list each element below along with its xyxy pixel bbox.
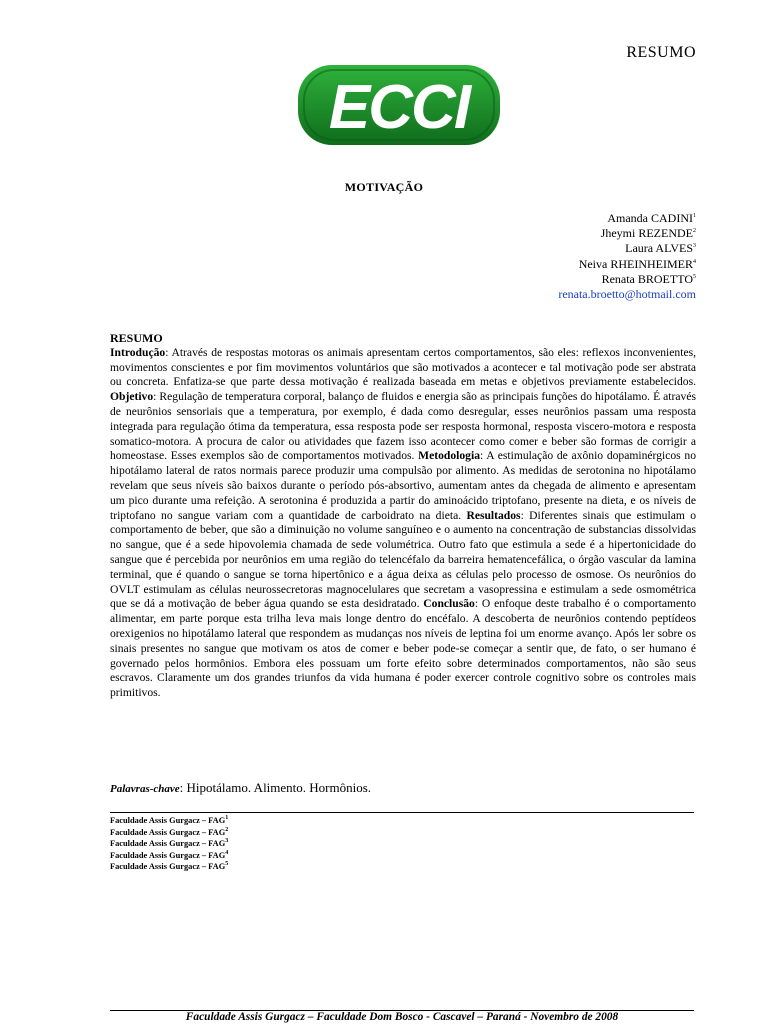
page-footer: Faculdade Assis Gurgacz – Faculdade Dom Bosco - Cascavel – Paraná - Novembro de 2008 — [185, 1011, 619, 1023]
author-line: Renata BROETTO$^5$ — [601, 271, 696, 286]
objective-label: Objetivo — [110, 390, 154, 404]
affiliation-note: Faculdade Assis Gurgacz – FAG$^5$ — [110, 861, 229, 872]
abstract-body: Introdução: Através de respostas motoras os animais apresentam certos comportamentos, são eles: reflexos inconvenientes, movimentos conscientes e por fim movimentos voluntários que são motivados a acontecer e tal motivação pode ser abstrata ou concreta. Enfatiza-se que parte dessa motivação é realizada baseada em metas e objetivos previamente estabelecidos. Objetivo: Regulação de temperatura corporal, balanço de fluidos e energia são as principais funções do hipotálamo. É através de neurônios sensoriais que a temperatura, por exemplo, é dada como desregular, esses neurônios passam uma resposta integrada para regulação ótima da temperatura, essa resposta pode ser resposta hormonal, resposta viscero-motora e resposta somatico-motora. A procura de calor ou atividades que fazem isso acontecer como comer e beber são formas de corrigir a homeostase. Esses exemplos são de comportamentos motivados. Metodologia: A estimulação de axônio dopaminérgicos no hipotálamo lateral de ratos normais parece produzir uma compulsão por alimento. As medidas de serotonina no hipotálamo revelam que seus níveis são baixos durante o período pós-absortivo, aumentam antes da chegada de alimento e apresentam um pico durante uma refeição. A serotonina é produzida a partir do aminoácido triptofano, presente na dieta, e os níveis de triptofano no sangue variam com a quantidade de carboidrato na dieta. Resultados: Diferentes sinais que estimulam o comportamento de beber, que são a diminuição no volume sanguíneo e o aumento na concentração de substancias dissolvidas no sangue, que é a sede hipovolemia chamada de sede volumétrica. Outro fato que estimula a sede é a hipertonicidade do sangue que é percebida por neurônios em uma região do telencéfalo da barreira hematencefálica, o órgão vascular da lamina terminal, que é quando o sangue se torna hipertônico e a água deixa as células pelo processo de osmose. Os neurônios do OVLT estimulam as células neurossecretoras magnocelulares que secretam a vasopressina e estimulam a sede osmométrica que se dá a motivação de beber água quando se esta desidratado. Conclusão: O enfoque deste trabalho é o comportamento alimentar, em parte porque esta trilha leva mais longe dentro do encéfalo. A descoberta de neurônios contendo peptídeos orexigenios no hipotálamo lateral que respondem as mudanças nos níveis de leptina foi um enorme avanço. Após ler sobre os sinais presentes no sangue que motivam os atos de comer e beber pode-se começar a sentir que, de fato, o ser humano é governado pelos hormônios. Embora eles possuam um forte efeito sobre determinados comportamentos, não são seus escravos. Claramente um dos grandes triunfos da vida humana é poder exercer controle cognitivo sobre os controles mais primitivos. — [110, 345, 697, 700]
affiliation-note: Faculdade Assis Gurgacz – FAG$^4$ — [110, 849, 229, 860]
affiliation-note: Faculdade Assis Gurgacz – FAG$^3$ — [110, 838, 229, 849]
author-line: Jheymi REZENDE$^2$ — [600, 226, 696, 241]
affiliation-notes — [110, 815, 228, 873]
author-line: Amanda CADINI$^1$ — [607, 211, 696, 225]
author-list — [558, 211, 696, 302]
conclusion-label: Conclusão — [423, 597, 475, 611]
paper-title: MOTIVAÇÃO — [344, 180, 424, 194]
keywords-label: Palavras-chave — [110, 783, 180, 795]
logo-text: ECCI — [328, 73, 470, 142]
abstract-heading: RESUMO — [110, 331, 163, 345]
intro-label: Introdução — [110, 345, 166, 359]
ecci-logo — [296, 62, 502, 148]
method-label: Metodologia — [418, 449, 480, 463]
abstract-section — [110, 331, 696, 701]
footnote-divider — [110, 812, 694, 813]
affiliation-note: Faculdade Assis Gurgacz – FAG$^1$ — [110, 815, 229, 825]
keywords-values: : Hipotálamo. Alimento. Hormônios. — [179, 780, 372, 795]
author-email-link[interactable]: renata.broetto@hotmail.com — [558, 287, 696, 302]
author-line: Neiva RHEINHEIMER$^4$ — [578, 256, 696, 271]
affiliation-note: Faculdade Assis Gurgacz – FAG$^2$ — [110, 826, 229, 837]
corner-label: RESUMO — [626, 44, 696, 61]
keywords-line — [110, 780, 371, 796]
author-line: Laura ALVES$^3$ — [625, 241, 696, 256]
results-label: Resultados — [466, 508, 521, 522]
